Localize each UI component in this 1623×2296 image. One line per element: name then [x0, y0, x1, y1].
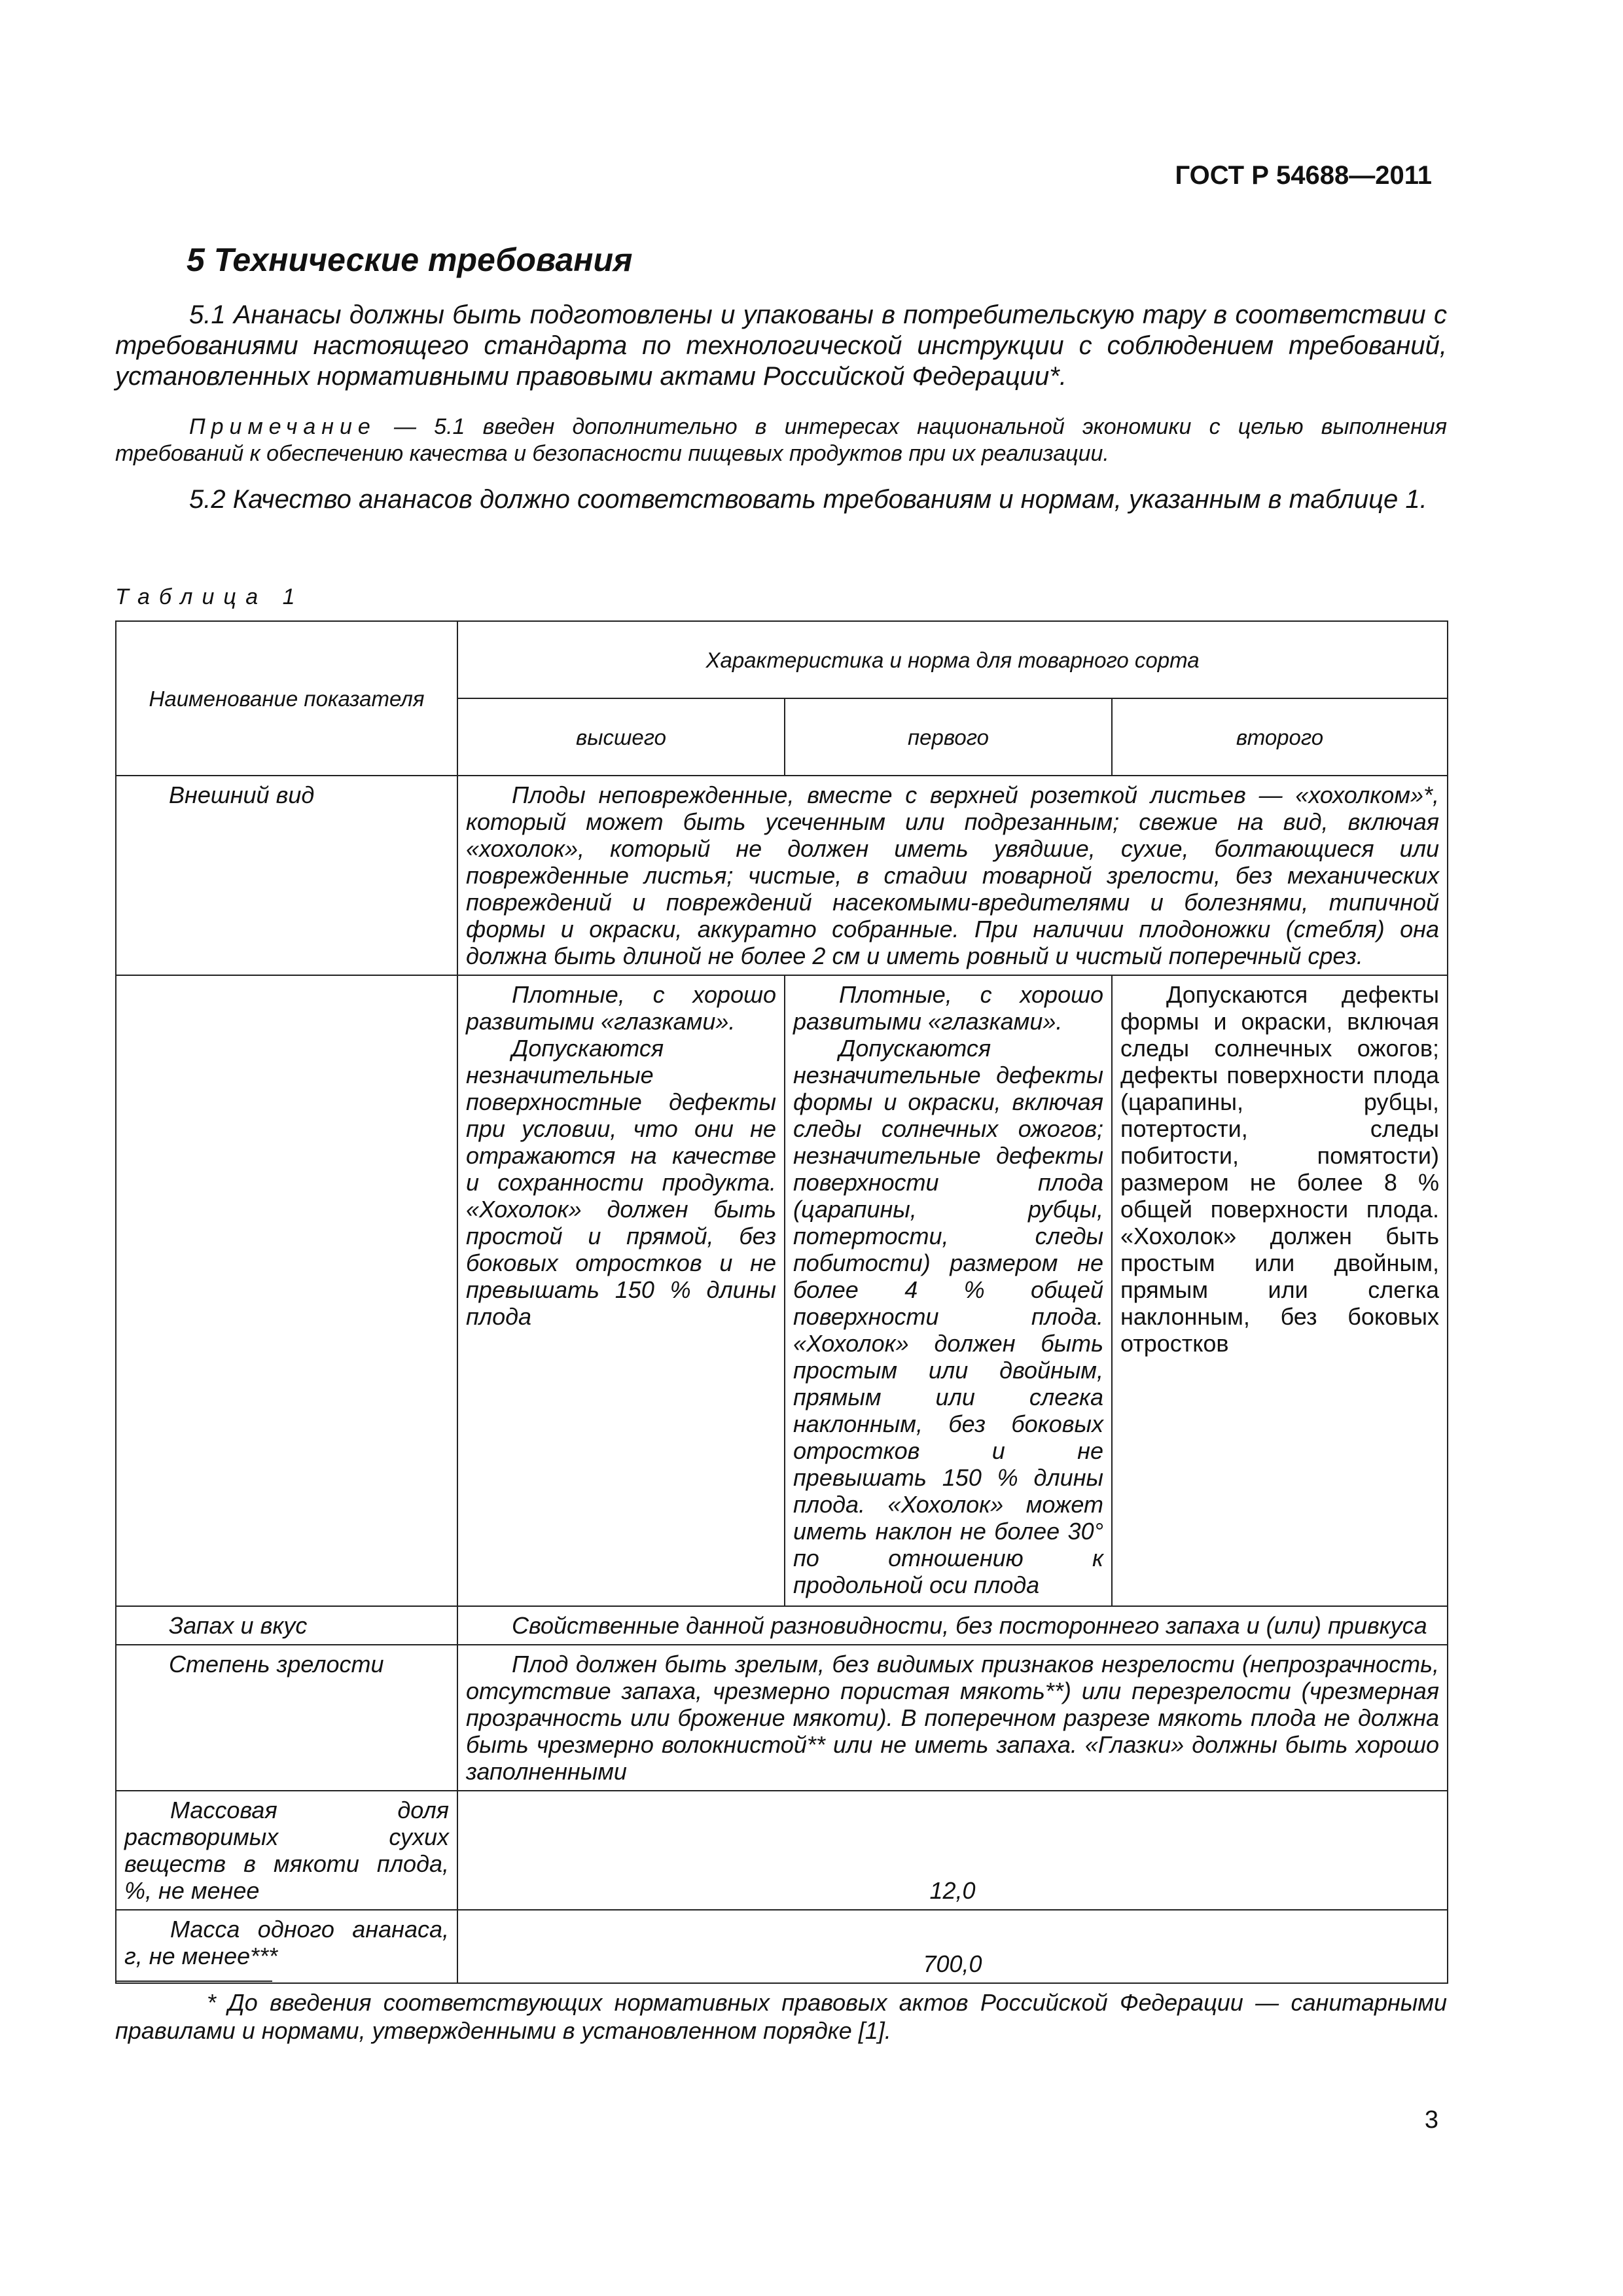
note-label: Примечание	[189, 414, 376, 439]
ripeness-value: Плод должен быть зрелым, без видимых признаков незрелости (непрозрачность, отсутствие запаха, чрезмерно пористая мякоть**) или перезрелости (чрезмерная прозрачность или брожение мякоти). В поперечном разрезе мякоть плода не должна быть чрезмерно волокнистой** или не иметь запаха. «Глазки» должны быть хорошо заполненными	[457, 1645, 1448, 1791]
appearance-grade-second: Допускаются дефекты формы и окраски, включая следы солнечных ожогов; дефекты поверхности плода (царапины, рубцы, потертости, следы побитости, помятости) размером не более 8 % общей поверхности плода. «Хохолок» должен быть простым или двойным, прямым или слегка наклонным, без боковых отростков	[1112, 975, 1448, 1606]
footnote: * До введения соответствующих нормативных правовых актов Российской Федерации — санитарными правилами и нормами, утвержденными в установленном порядке [1].	[115, 1989, 1447, 2044]
document-header-code: ГОСТ Р 54688—2011	[1175, 161, 1432, 190]
note-text: — 5.1 введен дополнительно в интересах национальной экономики с целью выполнения требований к обеспечению качества и безопасности пищевых продуктов при их реализации.	[115, 414, 1447, 466]
section-title: 5 Технические требования	[187, 242, 633, 278]
appearance-label: Внешний вид	[116, 776, 457, 975]
appearance-grade-highest: Плотные, с хорошо развитыми «глазками». Допускаются незначительные поверхностные дефекты при условии, что они не отражаются на качестве и сохранности продукта. «Хохолок» должен быть простой и прямой, без боковых отростков и не превышать 150 % длины плода	[457, 975, 785, 1606]
header-grade-second: второго	[1112, 698, 1448, 776]
header-grade-highest: высшего	[457, 698, 785, 776]
solids-label: Массовая доля растворимых сухих веществ в мякоти плода, %, не менее	[116, 1791, 457, 1910]
table-header-row	[116, 621, 1448, 698]
smell-value: Свойственные данной разновидности, без постороннего запаха и (или) привкуса	[457, 1606, 1448, 1645]
paragraph-5-2: 5.2 Качество ананасов должно соответствовать требованиям и нормам, указанным в таблице 1.	[189, 485, 1427, 514]
mass-label: Масса одного ананаса, г, не менее***	[116, 1910, 457, 1983]
quality-table	[115, 620, 1448, 1984]
mass-value: 700,0	[457, 1910, 1448, 1983]
note-paragraph	[115, 414, 1447, 467]
footnote-separator	[115, 1981, 272, 1982]
table-row	[116, 1791, 1448, 1910]
appearance-grade-first: Плотные, с хорошо развитыми «глазками». Допускаются незначительные дефекты формы и окраски, включая следы солнечных ожогов; незначительные дефекты поверхности плода (царапины, рубцы, потертости, следы побитости) размером не более 4 % общей поверхности плода. «Хохолок» должен быть простым или двойным, прямым или слегка наклонным, без боковых отростков и не превышать 150 % длины плода. «Хохолок» может иметь наклон не более 30° по отношению к продольной оси плода	[785, 975, 1112, 1606]
header-grade-first: первого	[785, 698, 1112, 776]
solids-value: 12,0	[457, 1791, 1448, 1910]
appearance-common: Плоды неповрежденные, вместе с верхней розеткой листьев — «хохолком»*, который может быть усеченным или подрезанным; свежие на вид, включая «хохолок», который не должен иметь увядшие, сухие, болтающиеся или поврежденные листья; чистые, в стадии товарной зрелости, без механических повреждений и повреждений насекомыми-вредителями и болезнями, типичной формы и окраски, аккуратно собранные. При наличии плодоножки (стебля) она должна быть длиной не более 2 см и иметь ровный и чистый поперечный срез.	[457, 776, 1448, 975]
table-row	[116, 1606, 1448, 1645]
table-row	[116, 975, 1448, 1606]
ripeness-label: Степень зрелости	[116, 1645, 457, 1791]
page-number: 3	[1424, 2106, 1438, 2134]
paragraph-5-1: 5.1 Ананасы должны быть подготовлены и упакованы в потребительскую тару в соответствии с требованиями настоящего стандарта по технологической инструкции с соблюдением требований, установленных нормативными правовыми актами Российской Федерации*.	[115, 300, 1447, 391]
smell-label: Запах и вкус	[116, 1606, 457, 1645]
header-group: Характеристика и норма для товарного сорта	[457, 621, 1448, 698]
header-indicator: Наименование показателя	[116, 621, 457, 776]
appearance-label-empty	[116, 975, 457, 1606]
table-row	[116, 776, 1448, 975]
table-caption: Таблица 1	[115, 584, 304, 609]
table-row	[116, 1645, 1448, 1791]
table-row	[116, 1910, 1448, 1983]
